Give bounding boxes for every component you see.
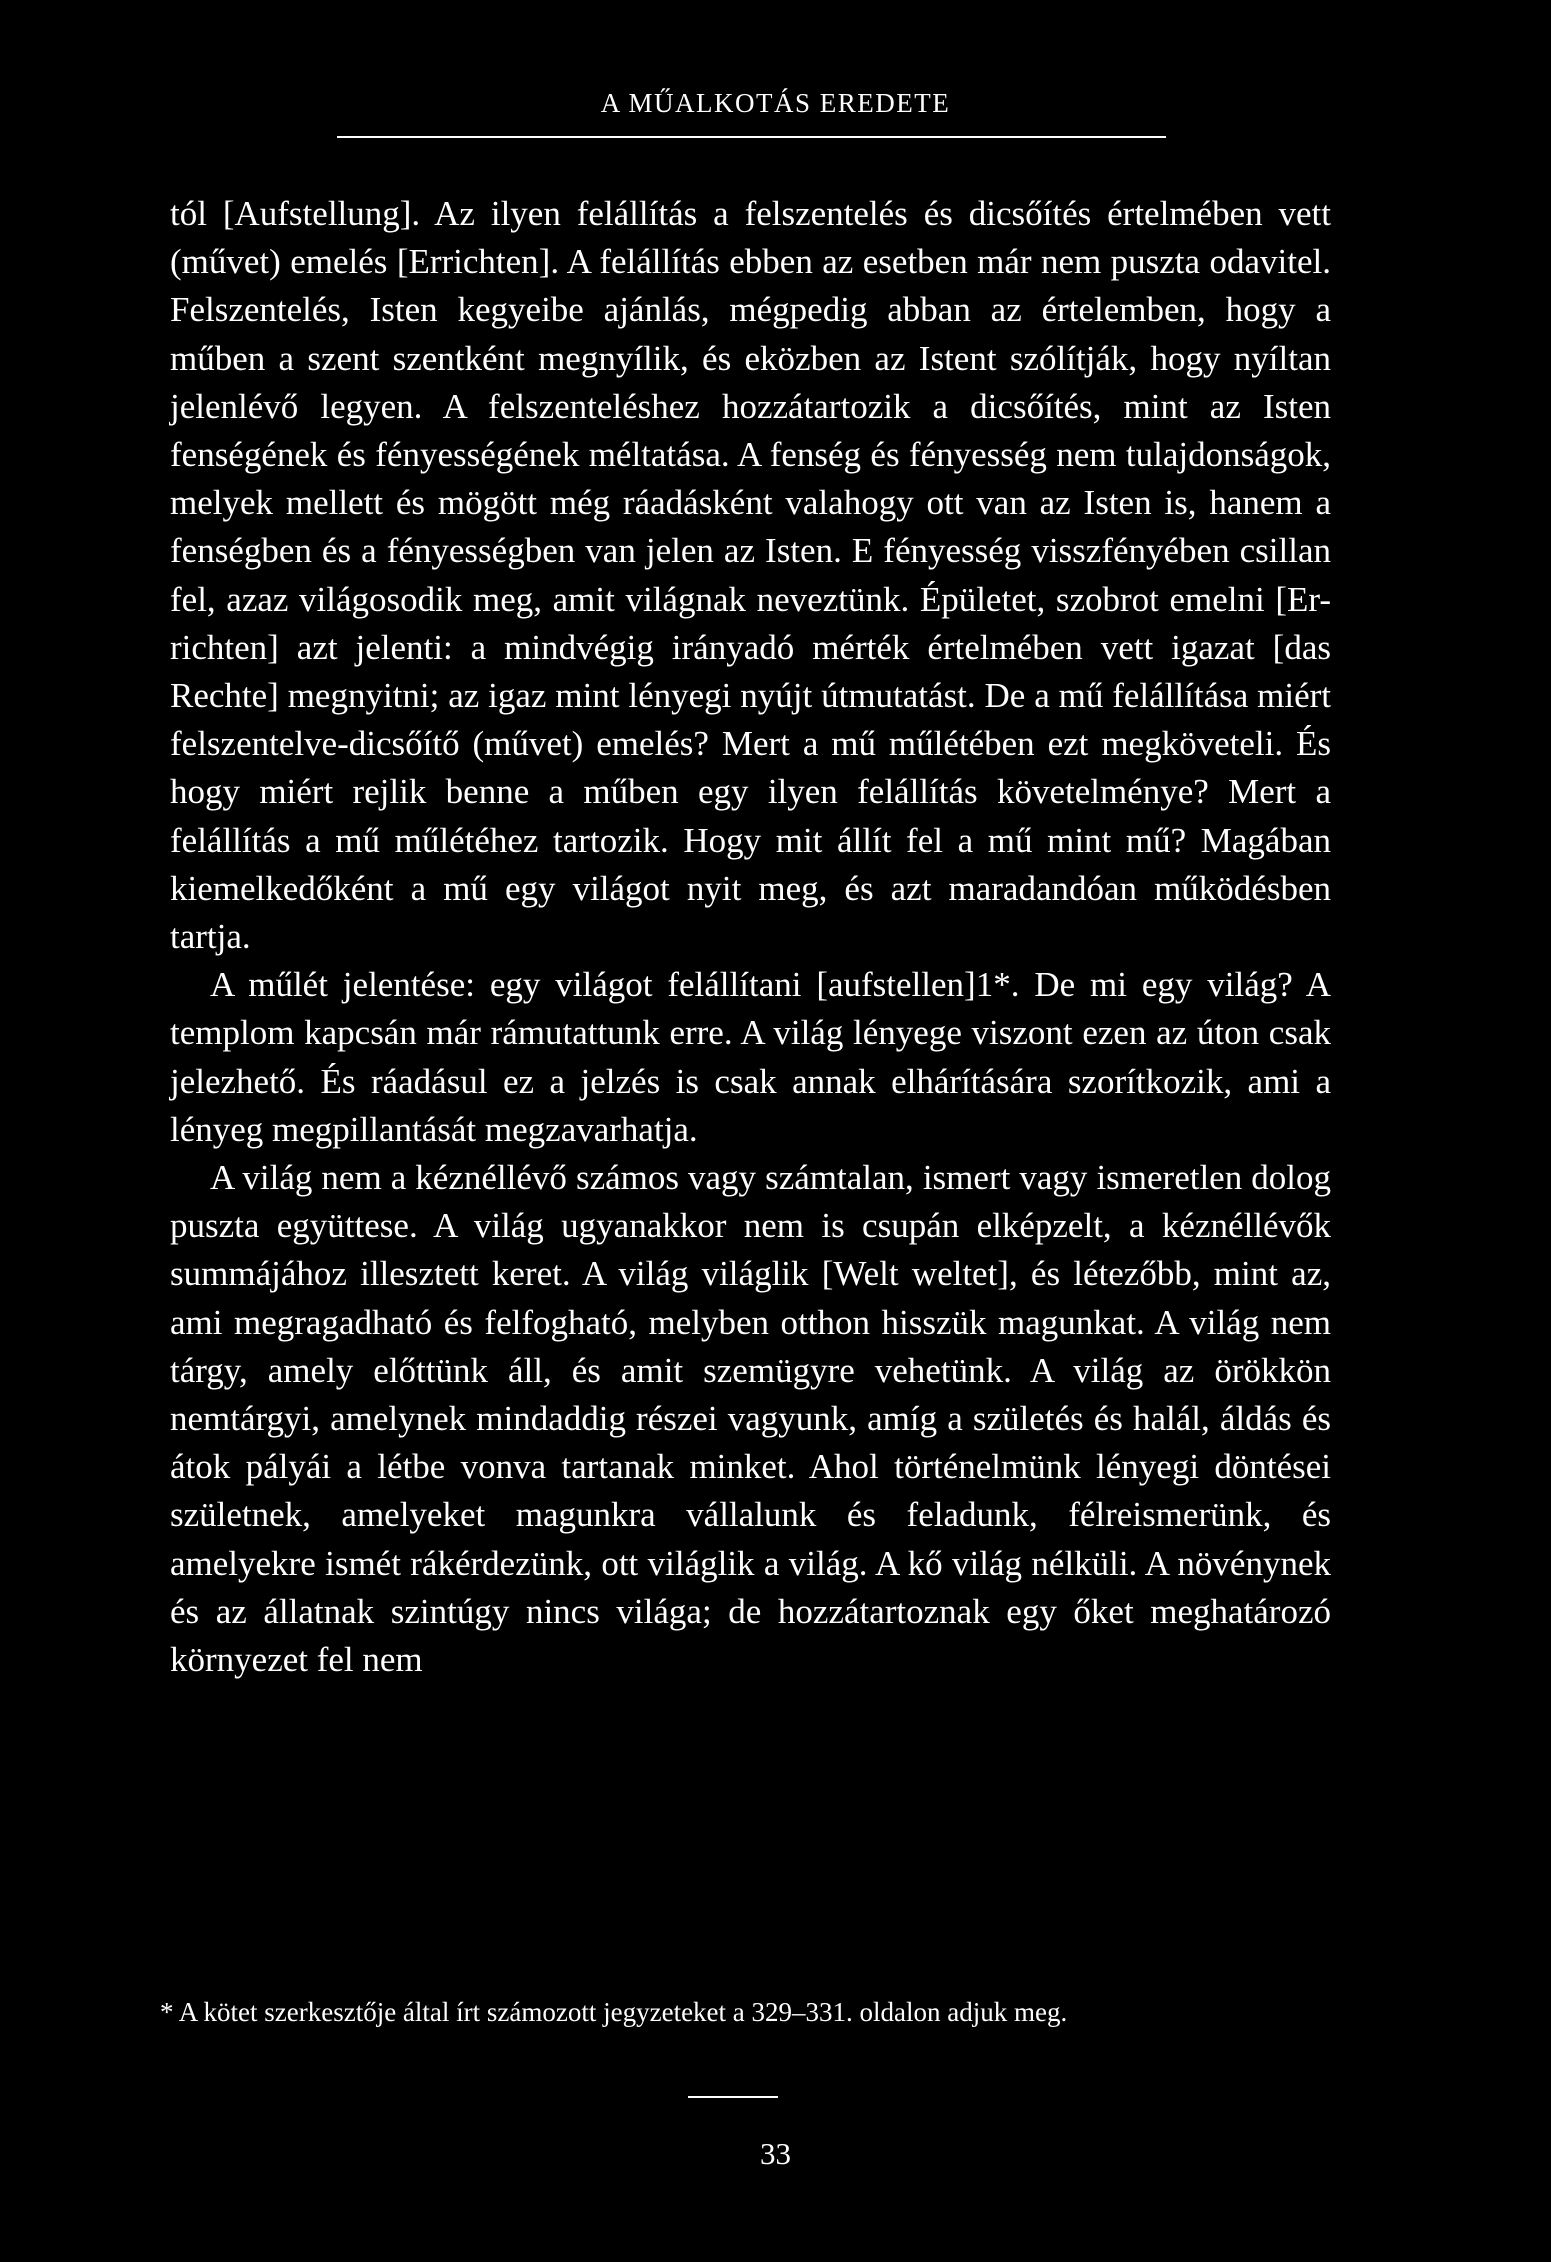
header-rule [337,136,1166,138]
page-number: 33 [760,2136,791,2171]
running-head: A MŰALKOTÁS EREDETE [600,88,951,118]
paragraph-2: A műlét jelentése: egy világot felállítani [aufstellen]1*. De mi egy világ? A templom kapcsán már rámutattunk erre. A világ lényege viszont ezen az úton csak jelezhető. És ráadásul ez a jelzés is csak annak elhárítására szorítkozik, ami a lényeg megpillantását megzavarhatja. [170,965,1331,1149]
paragraph-3: A világ nem a kéznéllévő számos vagy számtalan, ismert vagy ismeretlen dolog puszta együttese. A világ ugyanakkor nem is csupán elképzelt, a kéznéllévők summájához illesztett keret. A világ világlik [Welt weltet], és létezőbb, mint az, ami megragadható és felfogható, melyben otthon hisszük magunkat. A világ nem tárgy, amely előttünk áll, és amit szemügyre vehetünk. A világ az örökkön nemtárgyi, amelynek mindaddig részei vagyunk, amíg a születés és halál, áldás és átok pályái a létbe vonva tartanak minket. Ahol történelmünk lényegi döntései születnek, amelyeket magunkra vállalunk és feladunk, félreismerünk, és amelyekre ismét rákérdezünk, ott világlik a világ. A kő világ nélküli. A növénynek és az állatnak szintúgy nincs világa; de hozzátartoznak egy őket meghatározó környezet fel nem [170,1158,1331,1680]
body-text [170,190,1331,1684]
footer-rule [688,2096,778,2098]
footnote: * A kötet szerkesztője által írt számozott jegyzeteket a 329–331. oldalon adjuk meg. [160,1997,1068,2027]
paragraph-1: tól [Aufstellung]. Az ilyen felállítás a felszentelés és dicsőítés értelmében vett (művet) emelés [Errichten]. A felállítás ebben az esetben már nem puszta odavitel. Felszentelés, Isten kegyeibe ajánlás, mégpedig abban az értelemben, hogy a műben a szent szentként megnyílik, és eközben az Istent szólítják, hogy nyíltan jelenlévő legyen. A felszenteléshez hozzátartozik a dicsőítés, mint az Isten fenségének és fényességének méltatása. A fenség és fényesség nem tulajdonságok, melyek mellett és mögött még ráadásként valahogy ott van az Isten is, hanem a fenségben és a fényességben van jelen az Isten. E fényesség visszfényében csillan fel, azaz világosodik meg, amit világnak neveztünk. Épületet, szobrot emelni [Er-richten] azt jelenti: a mindvégig irányadó mérték értelmében vett igazat [das Rechte] megnyitni; az igaz mint lényegi nyújt útmutatást. De a mű felállítása miért felszentelve-dicsőítő (művet) emelés? Mert a mű műlétében ezt megköveteli. És hogy miért rejlik benne a műben egy ilyen felállítás követelménye? Mert a felállítás a mű műlétéhez tartozik. Hogy mit állít fel a mű mint mű? Magában kiemelkedőként a mű egy világot nyit meg, és azt maradandóan működésben tartja. [170,194,1331,957]
